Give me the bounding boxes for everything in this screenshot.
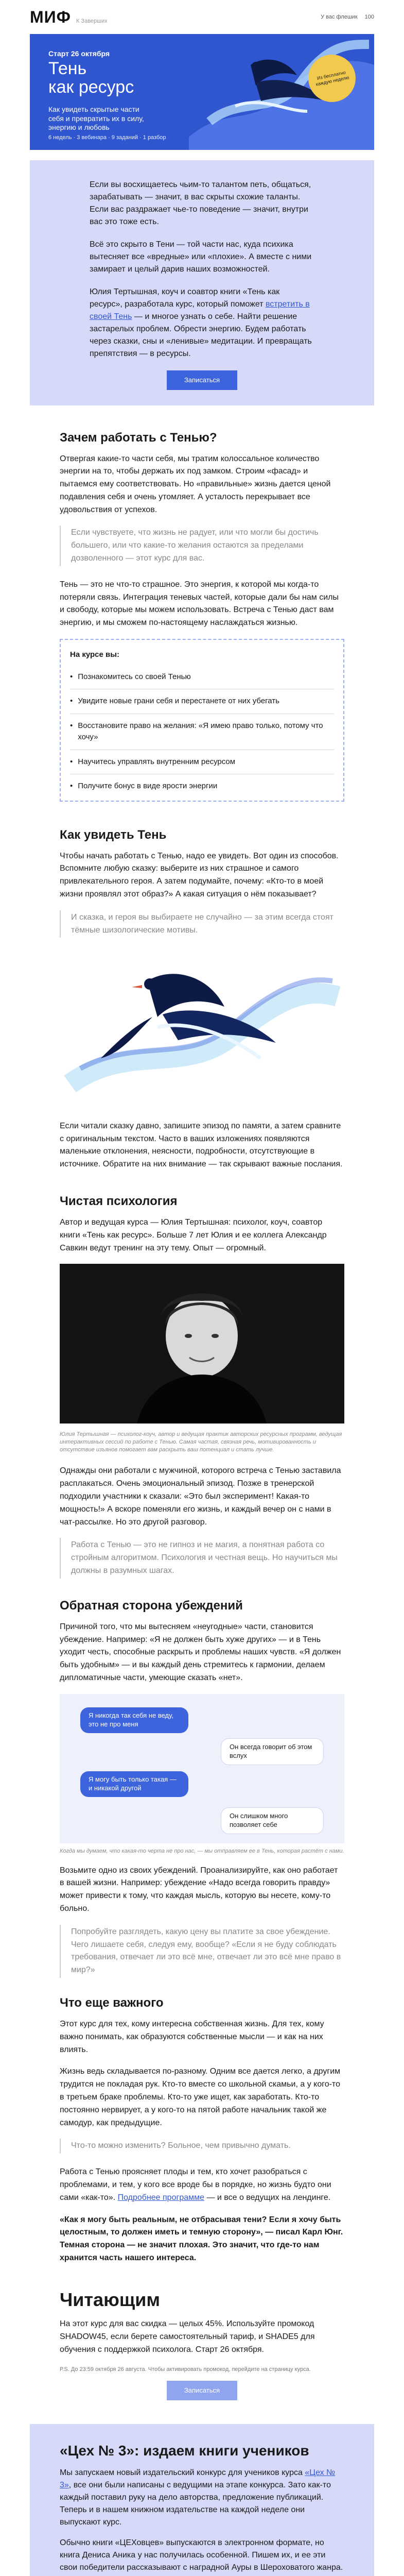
why-section [0, 430, 404, 802]
quote: Работа с Тенью — это не гипноз и не магия, а понятная работа со стройным алгоритмом. Психология и честная вещь. Но научиться мы должны в разумных шагах. [60, 1538, 344, 1578]
benefits-box [60, 639, 344, 802]
paragraph [60, 2166, 344, 2204]
paragraph-text: — и все о ведущих на лендинге. [204, 2193, 331, 2202]
chat-caption: Когда мы думаем, что какая-то черта не про нас, — мы отправляем ее в Тень, которая растёт с нами. [60, 1848, 344, 1854]
paragraph: Если читали сказку давно, запишите эпизод по памяти, а затем сравните с оригинальным текстом. Часто в ваших изложениях появляются маленькие отклонения, неясности, подробности, отсутствующие в источнике. Обратите на них внимание — так скрывают важные послания. [60, 1121, 343, 1169]
paragraph-text: , все они были написаны с ведущими на этапе конкурса. Зато как-то каждый поставил руку на дело авторства, предложение публикаций. Теперь и в нашем книжном издательстве на каждой неделе они выпускают курс. [60, 2480, 331, 2527]
beliefs-chat-illustration [60, 1694, 344, 1843]
reading-section [0, 2290, 404, 2400]
how-section [0, 827, 404, 1171]
paragraph: Жизнь ведь складывается по-разному. Одним все дается легко, а другим трудится не покладая рук. Кто-то вместе со школьной скамьи, а у кого-то в третьем браке проблемы. Кто-то уже ищет, как заработать. Кто-то постоянно нервирует, а у кого-то на пятой работе начальник такой же самодур, как предыдущие. [60, 2067, 341, 2127]
section-heading: Что еще важного [60, 1996, 164, 2010]
paragraph: На этот курс для вас скидка — целых 45%. Используйте промокод SHADOW45, если берете самостоятельный тариф, и SHADE5 для обучения с поддержкой психолога. Старт 26 октября. [60, 2319, 315, 2354]
section-heading: Чистая психология [60, 1194, 178, 1209]
paragraph: Этот курс для тех, кому интересна собственная жизнь. Для тех, кому важно понимать, как образуются собственные мысли — и как на них влиять. [60, 2020, 324, 2054]
paragraph [60, 2467, 344, 2529]
top-nav-item[interactable]: 100 [364, 13, 374, 20]
reading-title: Читающим [60, 2289, 160, 2310]
intro-button-wrap [90, 370, 314, 390]
benefits-item-text: • Увидите новые грани себя и перестанете от них убегать [78, 697, 279, 706]
paragraph-text: Мы запускаем новый издательский конкурс для учеников курса [60, 2468, 305, 2477]
chat-bubble: Я никогда так себя не веду, это не про меня [80, 1707, 188, 1733]
benefits-item-text: • Восстановите право на желания: «Я имею право только, потому что хочу» [78, 721, 323, 742]
paragraph: Автор и ведущая курса — Юлия Тертышная: психолог, коуч, соавтор книги «Тень как ресурс». Больше 7 лет Юлия и ее коллега Александр Савкин ведут тренинг на эту тему. Опыт — огромный. [60, 1218, 327, 1252]
intro-paragraph: Если вы восхищаетесь чьим-то талантом петь, общаться, зарабатывать — значит, в вас скрыты схожие таланты. Если вас раздражает чье-то поведение — значит, внутри вас это тоже есть. [90, 180, 311, 226]
section-heading: Обратная сторона убеждений [60, 1598, 243, 1613]
photo-caption: Юлия Тертышная — психолог-коуч, автор и ведущая практик авторских ресурсных программ, ведущая интерактивных сессий по работе с Тенью. Самая частая, связная речь, мотивированность и отсутствие изъянов помогает вам раскрыть ваш потенциал и стать лучше. [60, 1431, 342, 1453]
signup-button-secondary[interactable]: Записаться [167, 2381, 237, 2400]
chat-bubble: Я могу быть только такая — и никакой другой [80, 1771, 188, 1797]
benefits-list [70, 665, 334, 799]
paragraph: Причиной того, что мы вытесняем «неугодные» части, становится убеждение. Например: «Я не должен быть хуже других» — и в Тень уходит честь, способные раскрыть и проблемы наших чувств. «Я должен быть удобным» — и вы каждый день стремитесь к гармонии, делаем дипломатичные части, умеющие сказать «нет». [60, 1622, 341, 1683]
bird-illustration [60, 950, 344, 1109]
quote: Что-то можно изменить? Больное, чем привычно думать. [60, 2139, 344, 2154]
chat-bubble: Он всегда говорит об этом вслух [221, 1738, 324, 1765]
paragraph: Возьмите одно из своих убеждений. Проанализируйте, как оно работает в вашей жизни. Например: убеждение «Надо всегда говорить правду» может привести к тому, что каждая мысль, которую вы несете, кому-то больно. [60, 1866, 338, 1913]
hero-subtitle: Как увидеть скрытые части себя и превратить их в силу, энергию и любовь [48, 105, 144, 131]
paragraph: Обычно книги «ЦЕХовцев» выпускаются в электронном формате, но книга Дениса Аника у нас получилась особенной. Пишем их, и ее эти свои победители рассказывают с наградной Ауры в Шероховатого жанра. [60, 2538, 343, 2572]
important-section [0, 1995, 404, 2265]
author-portrait [60, 1264, 344, 1423]
jung-quote: «Как я могу быть реальным, не отбрасывая тени? Если я хочу быть целостным, то должен иметь и темную сторону», — писал Карл Юнг. Темная сторона — не значит плохая. Это значит, что где-то нам хранится часть нашего интереса. [60, 2215, 343, 2262]
author-photo [60, 1264, 344, 1453]
signup-button[interactable]: Записаться [167, 370, 237, 390]
promo-note: Р.S. До 23:59 октября 26 августа. Чтобы активировать промокод, перейдите на страницу курса. [60, 2366, 311, 2372]
paragraph-text: Работа с Тенью проясняет плоды и тем, кто хочет разобраться с проблемами, и тем, у кого все вроде бы в порядке, но жизнь будто они сами «как-то». [60, 2167, 331, 2202]
intro-paragraph [90, 286, 314, 360]
hero-title [48, 60, 134, 96]
intro-paragraph: Всё это скрыто в Тени — той части нас, куда психика вытесняет все «вредные» или «плохие». А вместе с ними замирает и целый дарив наших возможностей. [90, 240, 312, 274]
benefits-item [70, 774, 334, 799]
benefits-item-text: • Познакомитесь со своей Тенью [78, 672, 191, 681]
benefits-item-text: • Получите бонус в виде ярости энергии [78, 782, 218, 791]
section-heading: Зачем работать с Тенью? [60, 430, 217, 445]
benefits-item [70, 689, 334, 714]
benefits-item [70, 665, 334, 690]
quote: И сказка, и героя вы выбираете не случайно — за этим всегда стоят тёмные шизологические мотивы. [60, 910, 344, 938]
contest-box [30, 2424, 374, 2576]
course-link[interactable]: «Цех № 3» [60, 2468, 336, 2489]
program-link[interactable]: Подробнее программе [117, 2193, 205, 2202]
quote: Попробуйте разглядеть, какую цену вы платите за свое убеждение. Чего лишаете себя, следуя ему, вообще? «Если я не буду соблюдать требования, отвечает ли это всё мне, отвечает ли это всё мне право в мир?» [60, 1925, 344, 1978]
reading-button-wrap [60, 2381, 344, 2400]
benefits-title: На курсе вы: [70, 650, 120, 659]
chat-bubble: Он слишком много позволяет себе [221, 1807, 324, 1834]
benefits-item [70, 714, 334, 750]
hero-banner[interactable] [30, 34, 374, 150]
intro-text: — и многое узнать о себе. Найти решение застарелых проблем. Обрести энергию. Будем работать через сказки, сны и «ленивые» медитации. И превращать препятствия — в ресурсы. [90, 312, 312, 358]
top-bar [0, 0, 404, 34]
paragraph: Тень — это не что-то страшное. Это энергия, к которой мы когда-то потеряли связь. Интеграция теневых частей, которые дали бы нам силы и свободу, которые мы можем использовать. Встреча с Тенью даст вам энергию, и мы сможем по-настоящему наслаждаться жизнью. [60, 580, 339, 628]
intro-text: Юлия Тертышная, коуч и соавтор книги «Тень как ресурс», разработала курс, который поможет [90, 287, 280, 309]
paragraph: Чтобы начать работать с Тенью, надо ее увидеть. Вот один из способов. Вспомните любую сказку: выберите из них страшное и самого привлекательного героя. А затем подумайте, почему: «Кто-то в моей жизни проявлял этот образ?» А какая ситуация о нём показывает? [60, 851, 339, 899]
top-nav-item[interactable]: У вас флешик [321, 13, 358, 20]
contest-title: «Цех № 3»: издаем книги учеников [60, 2442, 309, 2459]
logo-subtitle: К Заверших [76, 18, 108, 24]
paragraph: Однажды они работали с мужчиной, которого встреча с Тенью заставила расплакаться. Очень эмоциональный эпизод. Позже в тренерской подходили участники к сказали: «Это был эксперимент! Какая-то мощность!» А вскоре поменяли его жизнь, и каждый вечер он с нами в чат-рассылке. Но это другой разговор. [60, 1466, 341, 1527]
hero-kicker: Старт 26 октября [48, 49, 110, 58]
logo-mark: МИФ [30, 8, 71, 26]
paragraph: Отвергая какие-то части себя, мы тратим колоссальное количество энергии на то, чтобы держать их под замком. Строим «фасад» и пытаемся ему соответствовать. Но «правильные» жизнь дается ценой подавления себя и очень утомляет. А усталость перекрывает все удовольствия от успехов. [60, 454, 331, 514]
logo[interactable] [30, 5, 108, 29]
intro-box [30, 160, 374, 405]
hero-badge: Из бесплатно каждую неделю [304, 50, 360, 106]
hero-title-line: как ресурс [48, 77, 134, 97]
benefits-item-text: • Научитесь управлять внутренним ресурсом [78, 757, 236, 766]
section-heading: Как увидеть Тень [60, 827, 167, 842]
top-nav [321, 13, 374, 22]
beliefs-section [0, 1598, 404, 1978]
hero-title-line: Тень [48, 59, 87, 78]
swallow-image [60, 950, 344, 1105]
intro-link[interactable]: встретить в своей Тень [90, 300, 310, 321]
author-section [0, 1194, 404, 1579]
quote: Если чувствуете, что жизнь не радует, или что могли бы достичь большего, или что какие-то желания остаются за пределами дозволенного — этот курс для вас. [60, 526, 344, 566]
hero-meta: 6 недель · 3 вебинара · 9 заданий · 1 разбор [48, 134, 166, 141]
benefits-item [70, 750, 334, 775]
